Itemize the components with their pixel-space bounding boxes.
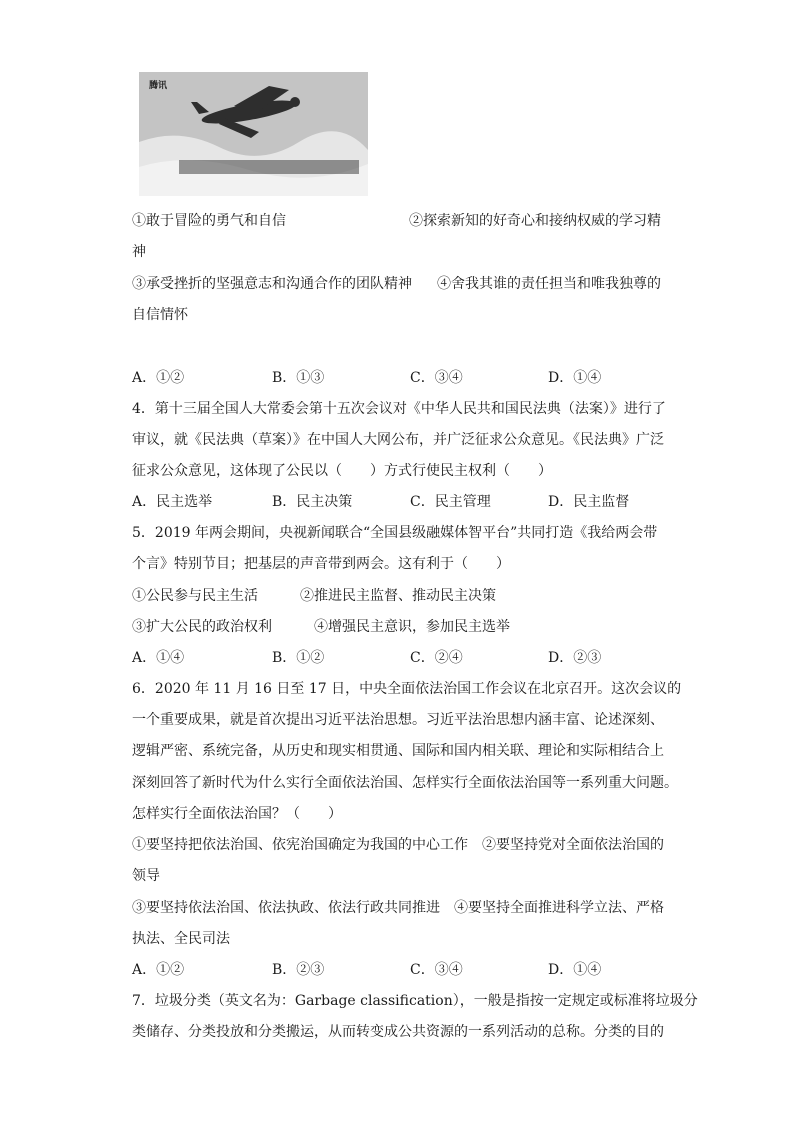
airplane-photo: [139, 72, 368, 196]
q7-text-2: 类储存、分类投放和分类搬运，从而转变成公共资源的一系列活动的总称。分类的目的: [132, 1024, 664, 1040]
q4-text-2: 审议，就《民法典（草案）》在中国人大网公布，并广泛征求公众意见。《民法典》广泛: [132, 432, 664, 448]
statement-3: ③承受挫折的坚强意志和沟通合作的团队精神: [132, 276, 412, 292]
q6-option-d[interactable]: D．①④: [548, 962, 602, 978]
q5-option-a[interactable]: A．①④: [132, 650, 185, 666]
logo: 腾讯: [149, 81, 168, 91]
q5-text-2: 个言》特别节目；把基层的声音带到两会。这有利于（ ）: [132, 556, 510, 572]
q6-text-5: 怎样实行全面依法治国？（ ）: [132, 806, 342, 822]
q6-text-4: 深刻回答了新时代为什么实行全面依法治国、怎样实行全面依法治国等一系列重大问题。: [132, 775, 678, 791]
q6-statements-2-cont: 执法、全民司法: [132, 931, 230, 947]
q4-text-1: 4．第十三届全国人大常委会第十五次会议对《中华人民共和国民法典（法案）》进行了: [132, 401, 666, 417]
q4-option-c[interactable]: C．民主管理: [410, 494, 491, 510]
q3-option-b[interactable]: B．①③: [272, 370, 325, 386]
q5-option-b[interactable]: B．①②: [272, 650, 325, 666]
q6-statements-1-cont: 领导: [132, 868, 160, 884]
airplane-icon: [139, 72, 368, 196]
q6-text-3: 逻辑严密、系统完备，从历史和现实相贯通、国际和国内相关联、理论和实际相结合上: [132, 743, 664, 759]
q5-option-c[interactable]: C．②④: [410, 650, 463, 666]
q6-option-b[interactable]: B．②③: [272, 962, 325, 978]
photo-caption-band: [179, 160, 359, 174]
q5-option-d[interactable]: D．②③: [548, 650, 602, 666]
q5-text-1: 5．2019 年两会期间，央视新闻联合“全国县级融媒体智平台”共同打造《我给两会带: [132, 525, 658, 541]
q7-text-1: 7．垃圾分类（英文名为：Garbage classification），一般是指按一定规定或标准将垃圾分: [132, 993, 698, 1009]
q6-option-a[interactable]: A．①②: [132, 962, 185, 978]
q6-option-c[interactable]: C．③④: [410, 962, 463, 978]
q4-option-d[interactable]: D．民主监督: [548, 494, 630, 510]
statement-1: ①敢于冒险的勇气和自信: [132, 213, 286, 229]
statement-4: ④舍我其谁的责任担当和唯我独尊的: [437, 276, 661, 292]
q6-statements-1: ①要坚持把依法治国、依宪治国确定为我国的中心工作 ②要坚持党对全面依法治国的: [132, 837, 664, 853]
q6-text-1: 6．2020 年 11 月 16 日至 17 日，中央全面依法治国工作会议在北京召开。这次会议的: [132, 681, 682, 697]
q3-option-a[interactable]: A．①②: [132, 370, 185, 386]
statement-2-cont: 神: [132, 244, 146, 260]
q4-option-a[interactable]: A．民主选举: [132, 494, 213, 510]
q3-option-c[interactable]: C．③④: [410, 370, 463, 386]
q6-statements-2: ③要坚持依法治国、依法执政、依法行政共同推进 ④要坚持全面推进科学立法、严格: [132, 900, 664, 916]
q5-statements-2: ③扩大公民的政治权利 ④增强民主意识，参加民主选举: [132, 619, 510, 635]
q3-option-d[interactable]: D．①④: [548, 370, 602, 386]
q4-option-b[interactable]: B．民主决策: [272, 494, 353, 510]
statement-4-cont: 自信情怀: [132, 307, 188, 323]
q6-text-2: 一个重要成果，就是首次提出习近平法治思想。习近平法治思想内涵丰富、论述深刻、: [132, 712, 664, 728]
q5-statements-1: ①公民参与民主生活 ②推进民主监督、推动民主决策: [132, 588, 496, 604]
q4-text-3: 征求公众意见，这体现了公民以（ ）方式行使民主权利（ ）: [132, 463, 552, 479]
statement-2: ②探索新知的好奇心和接纳权威的学习精: [409, 213, 661, 229]
